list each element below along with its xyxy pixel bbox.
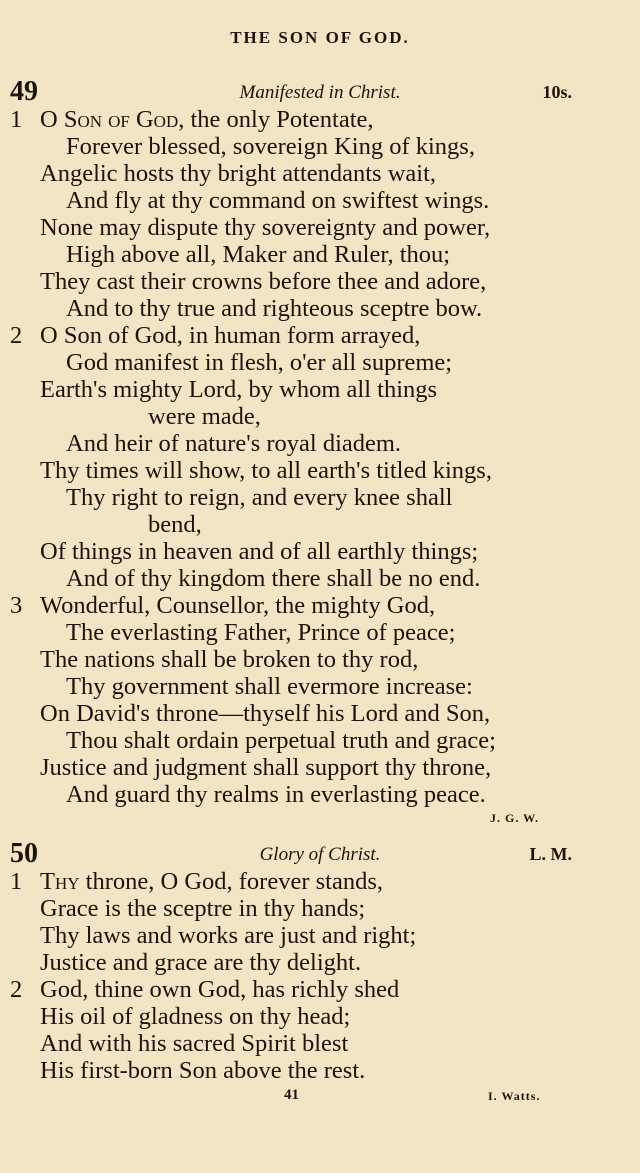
hymn-line: And with his sacred Spirit blest — [40, 1030, 349, 1057]
hymn-line: And fly at thy command on swiftest wings. — [66, 187, 490, 214]
running-head: THE SON OF GOD. — [230, 28, 410, 47]
hymn-50-heading — [0, 838, 640, 868]
first-words: Thy — [40, 868, 80, 895]
hymn-line: None may dispute thy sovereignty and power, — [40, 214, 491, 241]
first-words: O Son of God — [40, 106, 179, 133]
line-text: , the only Potentate, — [178, 106, 374, 133]
stanza-number: 2 — [10, 322, 23, 349]
hymn-line: On David's throne—thyself his Lord and Son, — [40, 700, 491, 727]
hymn-line: Wonderful, Counsellor, the mighty God, — [40, 592, 436, 619]
hymn-title: Manifested in Christ. — [239, 82, 401, 103]
hymn-line: His oil of gladness on thy head; — [40, 1003, 351, 1030]
hymn-line: His first-born Son above the rest. — [40, 1057, 366, 1084]
hymn-line: And heir of nature's royal diadem. — [66, 430, 402, 457]
hymn-line: High above all, Maker and Ruler, thou; — [66, 241, 451, 268]
hymn-line-turnover: were made, — [148, 403, 261, 430]
hymn-number: 50 — [10, 838, 38, 869]
hymn-line: And to thy true and righteous sceptre bow. — [66, 295, 483, 322]
hymn-line: God manifest in flesh, o'er all supreme; — [66, 349, 453, 376]
hymn-line: Justice and grace are thy delight. — [40, 949, 362, 976]
stanza-number: 1 — [10, 868, 23, 895]
hymn-author: J. G. W. — [490, 811, 540, 825]
hymn-line: Grace is the sceptre in thy hands; — [40, 895, 366, 922]
hymn-line: The everlasting Father, Prince of peace; — [66, 619, 456, 646]
hymn-line — [40, 106, 374, 133]
line-text: throne, O God, forever stands, — [79, 868, 383, 895]
hymn-title: Glory of Christ. — [259, 844, 381, 865]
page-number: 41 — [284, 1087, 299, 1103]
hymn-line: Thy right to reign, and every knee shall — [66, 484, 453, 511]
hymn-line: Earth's mighty Lord, by whom all things — [40, 376, 438, 403]
hymn-line: The nations shall be broken to thy rod, — [40, 646, 419, 673]
hymn-meter: L. M. — [529, 844, 572, 864]
hymn-line: Of things in heaven and of all earthly things; — [40, 538, 479, 565]
hymn-line: Thy times will show, to all earth's titled kings, — [40, 457, 492, 484]
hymn-meter: 10s. — [542, 82, 572, 102]
stanza-number: 3 — [10, 592, 23, 619]
stanza-number: 1 — [10, 106, 23, 133]
stanza-number: 2 — [10, 976, 23, 1003]
hymn-number: 49 — [10, 76, 38, 107]
hymn-line: Angelic hosts thy bright attendants wait, — [40, 160, 437, 187]
hymn-line: And of thy kingdom there shall be no end. — [66, 565, 481, 592]
hymn-line — [40, 868, 383, 895]
hymn-line: Thy laws and works are just and right; — [40, 922, 417, 949]
hymn-line: And guard thy realms in everlasting peace. — [66, 781, 486, 808]
hymn-line: O Son of God, in human form arrayed, — [40, 322, 421, 349]
hymn-author: I. Watts. — [488, 1089, 541, 1103]
hymn-line: Thou shalt ordain perpetual truth and grace; — [66, 727, 496, 754]
hymn-line: They cast their crowns before thee and adore, — [40, 268, 487, 295]
hymn-line: Justice and judgment shall support thy throne, — [40, 754, 492, 781]
hymn-line: Forever blessed, sovereign King of kings, — [66, 133, 475, 160]
hymn-line: Thy government shall evermore increase: — [66, 673, 473, 700]
hymn-49-heading — [0, 76, 640, 106]
hymn-line-turnover: bend, — [148, 511, 202, 538]
hymn-line: God, thine own God, has richly shed — [40, 976, 400, 1003]
